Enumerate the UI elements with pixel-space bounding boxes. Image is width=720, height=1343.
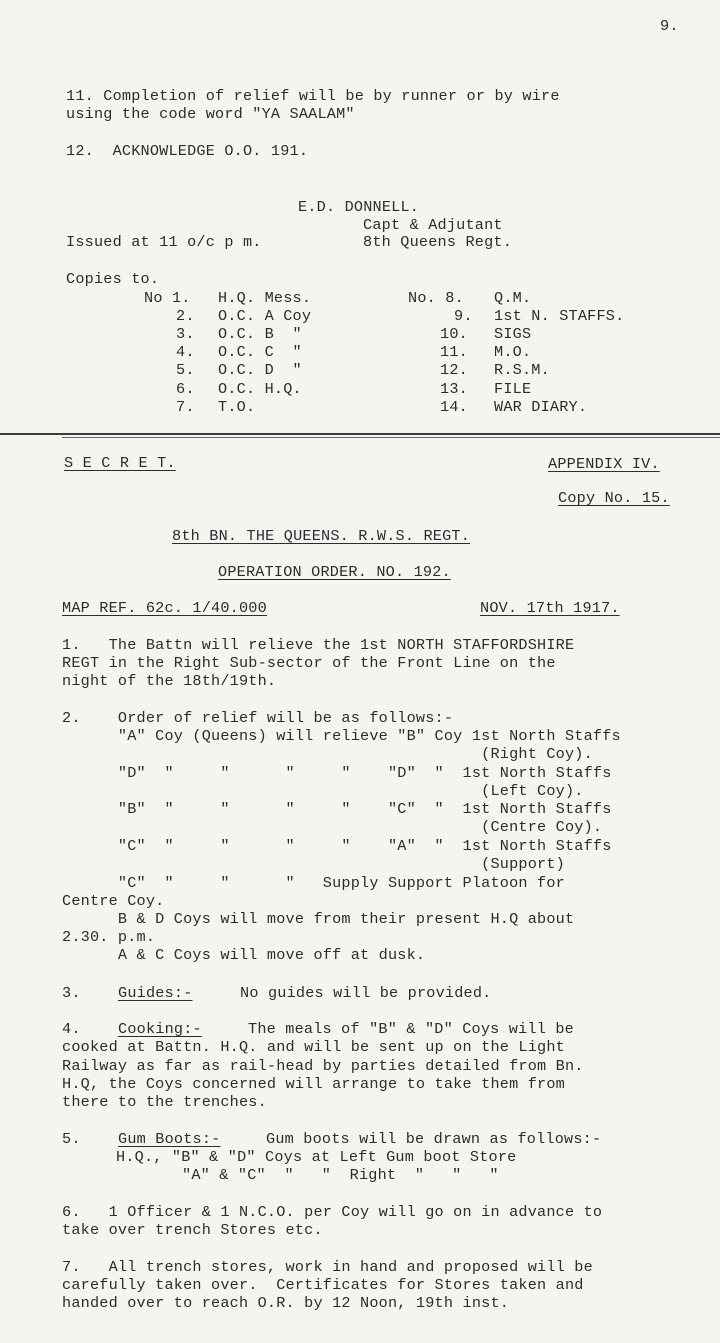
- copy-right-no: 9.: [454, 307, 473, 325]
- para-2-line: (Centre Coy).: [62, 818, 603, 836]
- para-1-line: night of the 18th/19th.: [62, 672, 277, 690]
- para-2-line: "D" " " " " "D" " 1st North Staffs: [62, 764, 612, 782]
- para-7-line: 7. All trench stores, work in hand and proposed will be: [62, 1258, 593, 1276]
- issued-time: Issued at 11 o/c p m.: [66, 233, 262, 251]
- para-4-line: there to the trenches.: [62, 1093, 267, 1111]
- para-2-line: A & C Coys will move off at dusk.: [62, 946, 426, 964]
- item-11-line-1: 11. Completion of relief will be by runner or by wire: [66, 87, 560, 105]
- item-12: 12. ACKNOWLEDGE O.O. 191.: [66, 142, 309, 160]
- copy-right-to: M.O.: [494, 343, 532, 361]
- para-2-line: "B" " " " " "C" " 1st North Staffs: [62, 800, 612, 818]
- copy-right-no: 12.: [440, 361, 468, 379]
- page-number: 9.: [660, 17, 679, 35]
- copy-right-no: 14.: [440, 398, 468, 416]
- para-1-line: REGT in the Right Sub-sector of the Front Line on the: [62, 654, 556, 672]
- appendix-label: APPENDIX IV.: [548, 455, 660, 473]
- para-3-number: 3.: [62, 984, 81, 1002]
- copy-right-to: FILE: [494, 380, 532, 398]
- section-divider-shadow: [62, 437, 720, 438]
- copy-left-to: O.C. A Coy: [218, 307, 312, 325]
- signature-rank: Capt & Adjutant: [363, 216, 503, 234]
- copy-left-to: T.O.: [218, 398, 256, 416]
- copy-right-no: 11.: [440, 343, 468, 361]
- copy-right-to: SIGS: [494, 325, 532, 343]
- copy-number: Copy No. 15.: [558, 489, 670, 507]
- copy-right-no: 10.: [440, 325, 468, 343]
- para-4-number: 4.: [62, 1020, 81, 1038]
- unit-heading: 8th BN. THE QUEENS. R.W.S. REGT.: [172, 527, 471, 545]
- copy-left-no: 7.: [176, 398, 195, 416]
- para-5-line: H.Q., "B" & "D" Coys at Left Gum boot Store: [116, 1148, 517, 1166]
- para-2-line: Centre Coy.: [62, 892, 165, 910]
- copy-left-to: O.C. C ": [218, 343, 302, 361]
- para-6-line: take over trench Stores etc.: [62, 1221, 323, 1239]
- para-2-line: B & D Coys will move from their present H.Q about: [62, 910, 575, 928]
- copy-left-no: 2.: [176, 307, 195, 325]
- copies-heading: Copies to.: [66, 270, 160, 288]
- para-3-text: No guides will be provided.: [240, 984, 492, 1002]
- para-5-line: Gum boots will be drawn as follows:-: [266, 1130, 602, 1148]
- section-divider: [0, 433, 720, 435]
- para-4-line: cooked at Battn. H.Q. and will be sent up on the Light: [62, 1038, 565, 1056]
- order-title: OPERATION ORDER. NO. 192.: [218, 563, 451, 581]
- secret-heading: S E C R E T.: [64, 454, 176, 472]
- para-4-line: Railway as far as rail-head by parties detailed from Bn.: [62, 1057, 584, 1075]
- copy-right-to: R.S.M.: [494, 361, 550, 379]
- para-7-line: handed over to reach O.R. by 12 Noon, 19th inst.: [62, 1294, 510, 1312]
- para-2-line: 2.30. p.m.: [62, 928, 156, 946]
- copy-left-to: O.C. H.Q.: [218, 380, 302, 398]
- para-2-line: "C" " " " " "A" " 1st North Staffs: [62, 837, 612, 855]
- para-2-line: "A" Coy (Queens) will relieve "B" Coy 1st North Staffs: [62, 727, 621, 745]
- para-2-line: 2. Order of relief will be as follows:-: [62, 709, 454, 727]
- signature-unit: 8th Queens Regt.: [363, 233, 513, 251]
- para-4-line: H.Q, the Coys concerned will arrange to take them from: [62, 1075, 565, 1093]
- copy-left-to: O.C. D ": [218, 361, 302, 379]
- para-5-number: 5.: [62, 1130, 81, 1148]
- para-5-heading: Gum Boots:-: [118, 1130, 221, 1148]
- copy-left-no: 4.: [176, 343, 195, 361]
- copy-right-to: WAR DIARY.: [494, 398, 588, 416]
- para-2-line: (Left Coy).: [62, 782, 584, 800]
- signature-name: E.D. DONNELL.: [298, 198, 420, 216]
- para-2-line: (Right Coy).: [62, 745, 593, 763]
- para-5-line: "A" & "C" " " Right " " ": [182, 1166, 499, 1184]
- para-4-line: The meals of "B" & "D" Coys will be: [248, 1020, 574, 1038]
- para-4-heading: Cooking:-: [118, 1020, 202, 1038]
- copy-left-to: H.Q. Mess.: [218, 289, 312, 307]
- copy-left-no: 6.: [176, 380, 195, 398]
- copy-right-no: 13.: [440, 380, 468, 398]
- copy-left-no: 3.: [176, 325, 195, 343]
- para-7-line: carefully taken over. Certificates for Stores taken and: [62, 1276, 584, 1294]
- copy-right-no: No. 8.: [408, 289, 464, 307]
- copy-left-no: No 1.: [144, 289, 191, 307]
- para-2-line: "C" " " " Supply Support Platoon for: [62, 874, 565, 892]
- para-3-heading: Guides:-: [118, 984, 193, 1002]
- item-11-line-2: using the code word "YA SAALAM": [66, 105, 355, 123]
- copy-left-to: O.C. B ": [218, 325, 302, 343]
- map-reference: MAP REF. 62c. 1/40.000: [62, 599, 267, 617]
- copy-right-to: 1st N. STAFFS.: [494, 307, 625, 325]
- copy-left-no: 5.: [176, 361, 195, 379]
- copy-right-to: Q.M.: [494, 289, 532, 307]
- order-date: NOV. 17th 1917.: [480, 599, 620, 617]
- para-6-line: 6. 1 Officer & 1 N.C.O. per Coy will go on in advance to: [62, 1203, 603, 1221]
- para-1-line: 1. The Battn will relieve the 1st NORTH STAFFORDSHIRE: [62, 636, 575, 654]
- para-2-line: (Support): [62, 855, 565, 873]
